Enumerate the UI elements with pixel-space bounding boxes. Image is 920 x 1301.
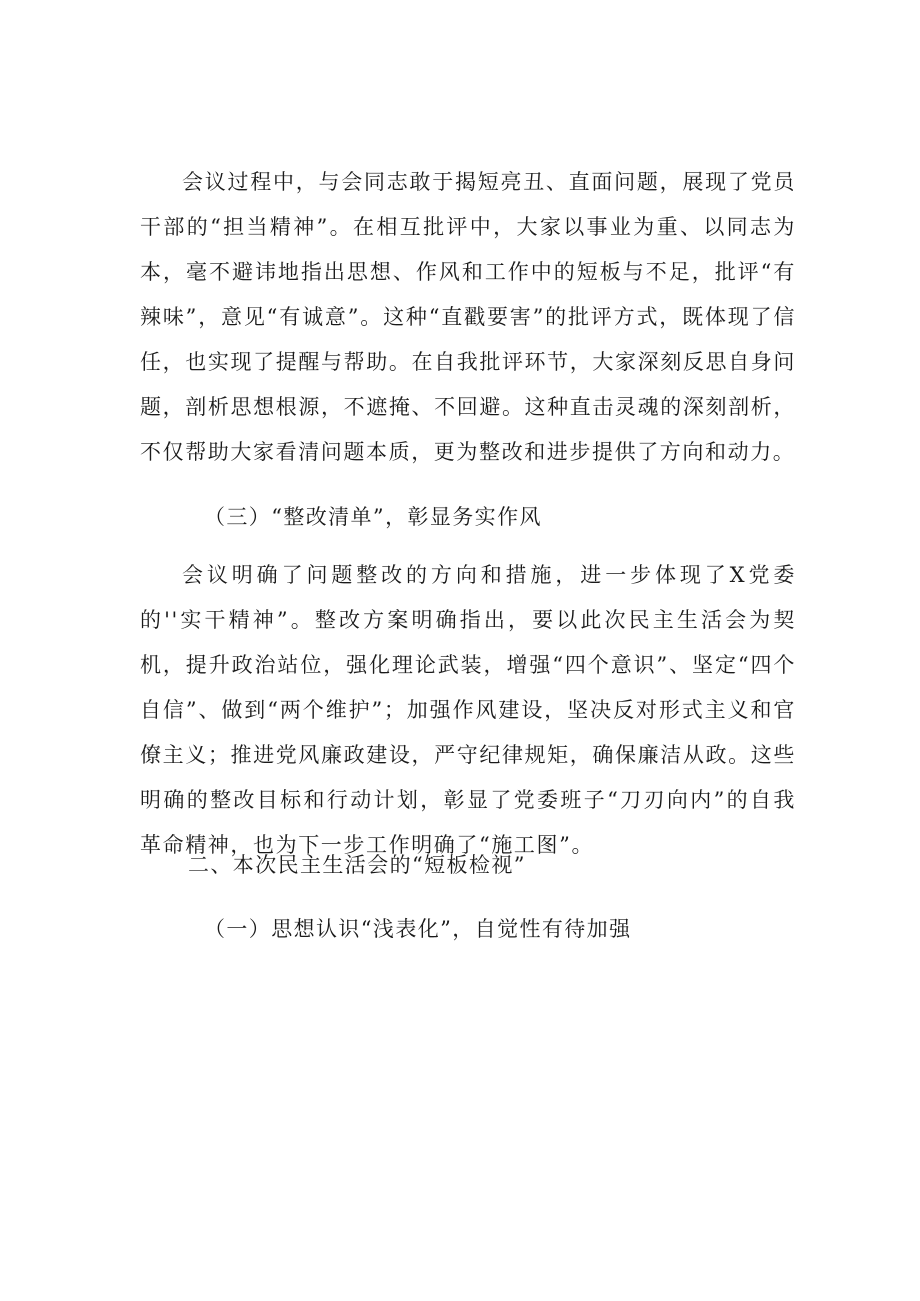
body-paragraph-meeting-process: 会议过程中，与会同志敢于揭短亮丑、直面问题，展现了党员干部的“担当精神”。在相互批评中，大家以事业为重、以同志为本，毫不避讳地指出思想、作风和工作中的短板与不足，批评“有辣味”，意见“有诚意”。这种“直戳要害”的批评方式，既体现了信任，也实现了提醒与帮助。在自我批评环节，大家深刻反思自身问题，剖析思想根源，不遮掩、不回避。这种直击灵魂的深刻剖析，不仅帮助大家看清问题本质，更为整改和进步提供了方向和动力。: [140, 170, 796, 464]
section-heading-shortcomings: 二、本次民主生活会的“短板检视”: [188, 853, 526, 877]
body-paragraph-rectification: 会议明确了问题整改的方向和措施，进一步体现了X党委的''实干精神”。整改方案明确指出，要以此次民主生活会为契机，提升政治站位，强化理论武装，增强“四个意识”、坚定“四个自信”、做到“两个维护”；加强作风建设，坚决反对形式主义和官僚主义；推进党风廉政建设，严守纪律规矩，确保廉洁从政。这些明确的整改目标和行动计划，彰显了党委班子“刀刃向内”的自我革命精神，也为下一步工作明确了“施工图”。: [140, 563, 796, 857]
subheading-ideological-awareness: （一）思想认识“浅表化”，自觉性有待加强: [204, 917, 632, 941]
subheading-rectification-list: （三）“整改清单”，彰显务实作风: [204, 505, 542, 529]
